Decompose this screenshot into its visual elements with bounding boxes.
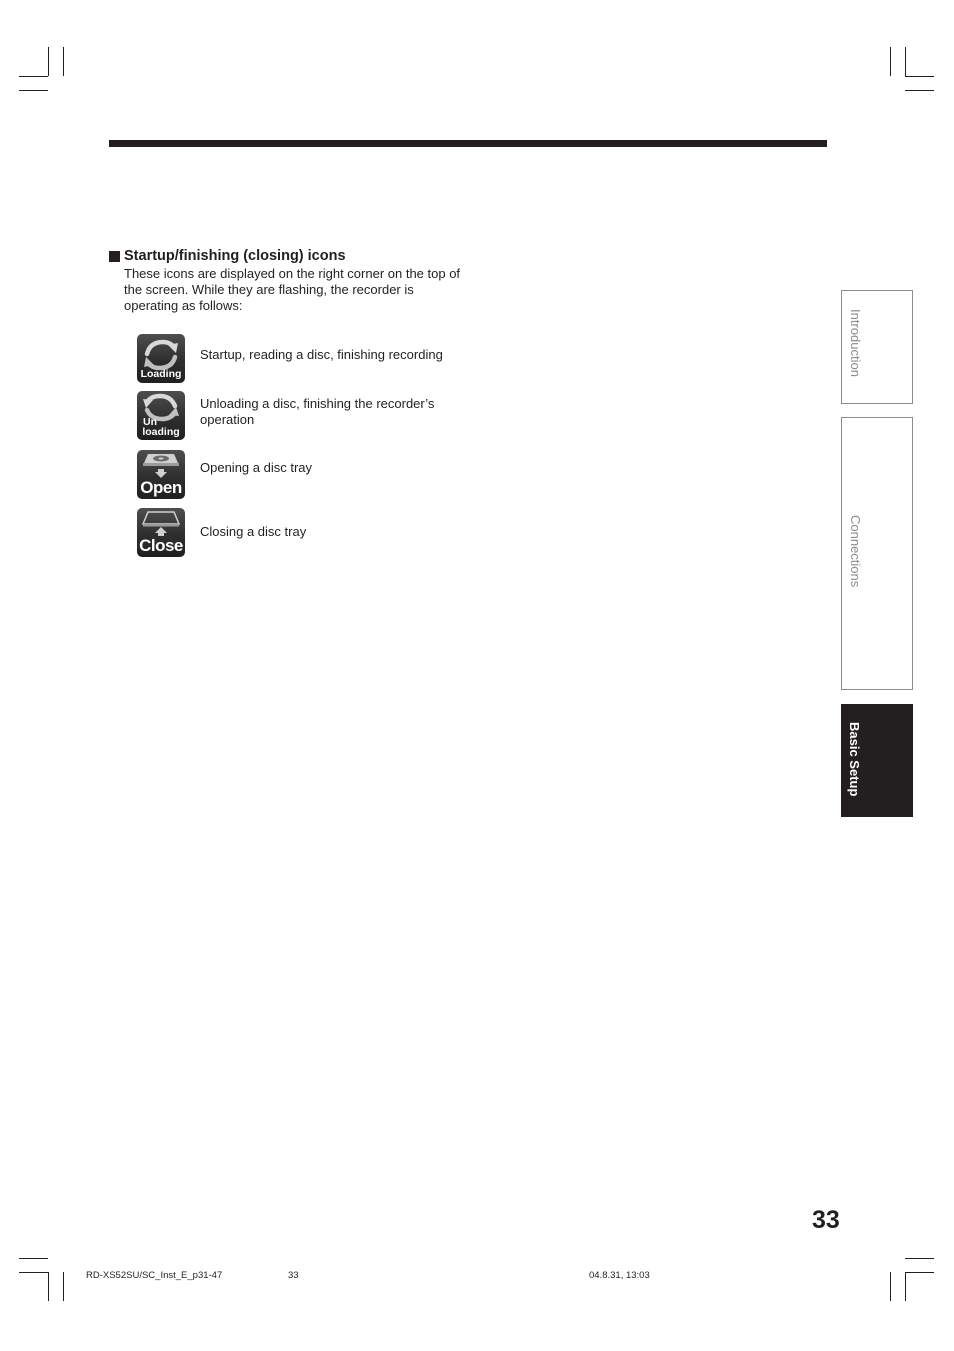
crop-mark — [905, 1272, 906, 1301]
unloading-description: Unloading a disc, finishing the recorder’s operation — [200, 396, 435, 427]
crop-mark — [890, 1272, 891, 1301]
side-tab-label: Basic Setup — [847, 722, 862, 797]
crop-mark — [890, 47, 891, 76]
icon-row-unloading — [137, 391, 185, 440]
loading-icon — [137, 334, 185, 383]
unloading-caption-line1: Un — [143, 416, 157, 428]
crop-mark — [19, 1272, 48, 1273]
section-title: Startup/finishing (closing) icons — [124, 248, 346, 264]
icon-row-loading — [137, 334, 185, 383]
close-caption: Close — [139, 536, 183, 555]
side-tab-introduction[interactable] — [841, 290, 913, 404]
crop-mark — [905, 1272, 934, 1273]
section-heading — [109, 247, 346, 265]
crop-mark — [63, 47, 64, 76]
side-tab-basic-setup[interactable] — [841, 704, 913, 817]
unloading-caption-line2: loading — [142, 426, 180, 438]
header-rule — [109, 140, 827, 147]
close-description: Closing a disc tray — [200, 524, 307, 539]
square-bullet-icon — [109, 251, 120, 262]
crop-mark — [905, 47, 906, 76]
side-tab-label: Connections — [848, 515, 863, 588]
footer-timestamp: 04.8.31, 13:03 — [589, 1270, 650, 1281]
side-tab-label: Introduction — [848, 309, 863, 377]
open-description: Opening a disc tray — [200, 460, 313, 475]
footer-page: 33 — [288, 1270, 299, 1281]
crop-mark — [48, 1272, 49, 1301]
footer-file-name: RD-XS52SU/SC_Inst_E_p31-47 — [86, 1270, 223, 1281]
crop-mark — [48, 47, 49, 76]
crop-mark — [905, 1258, 934, 1259]
open-tray-icon — [137, 450, 185, 499]
unloading-icon — [137, 391, 185, 440]
crop-mark — [905, 90, 934, 91]
crop-mark — [19, 90, 48, 91]
icon-row-close — [137, 508, 185, 557]
crop-mark — [19, 76, 48, 77]
crop-mark — [905, 76, 934, 77]
open-caption: Open — [140, 478, 182, 497]
loading-caption: Loading — [140, 368, 182, 380]
section-intro: These icons are displayed on the right corner on the top of the screen. While they are flashing, the recorder is operating as follows: — [124, 266, 461, 313]
icon-row-open — [137, 450, 185, 499]
page-number: 33 — [812, 1206, 840, 1234]
loading-description: Startup, reading a disc, finishing recording — [200, 347, 443, 362]
close-tray-icon — [137, 508, 185, 557]
side-tab-connections[interactable] — [841, 417, 913, 690]
crop-mark — [63, 1272, 64, 1301]
crop-mark — [19, 1258, 48, 1259]
